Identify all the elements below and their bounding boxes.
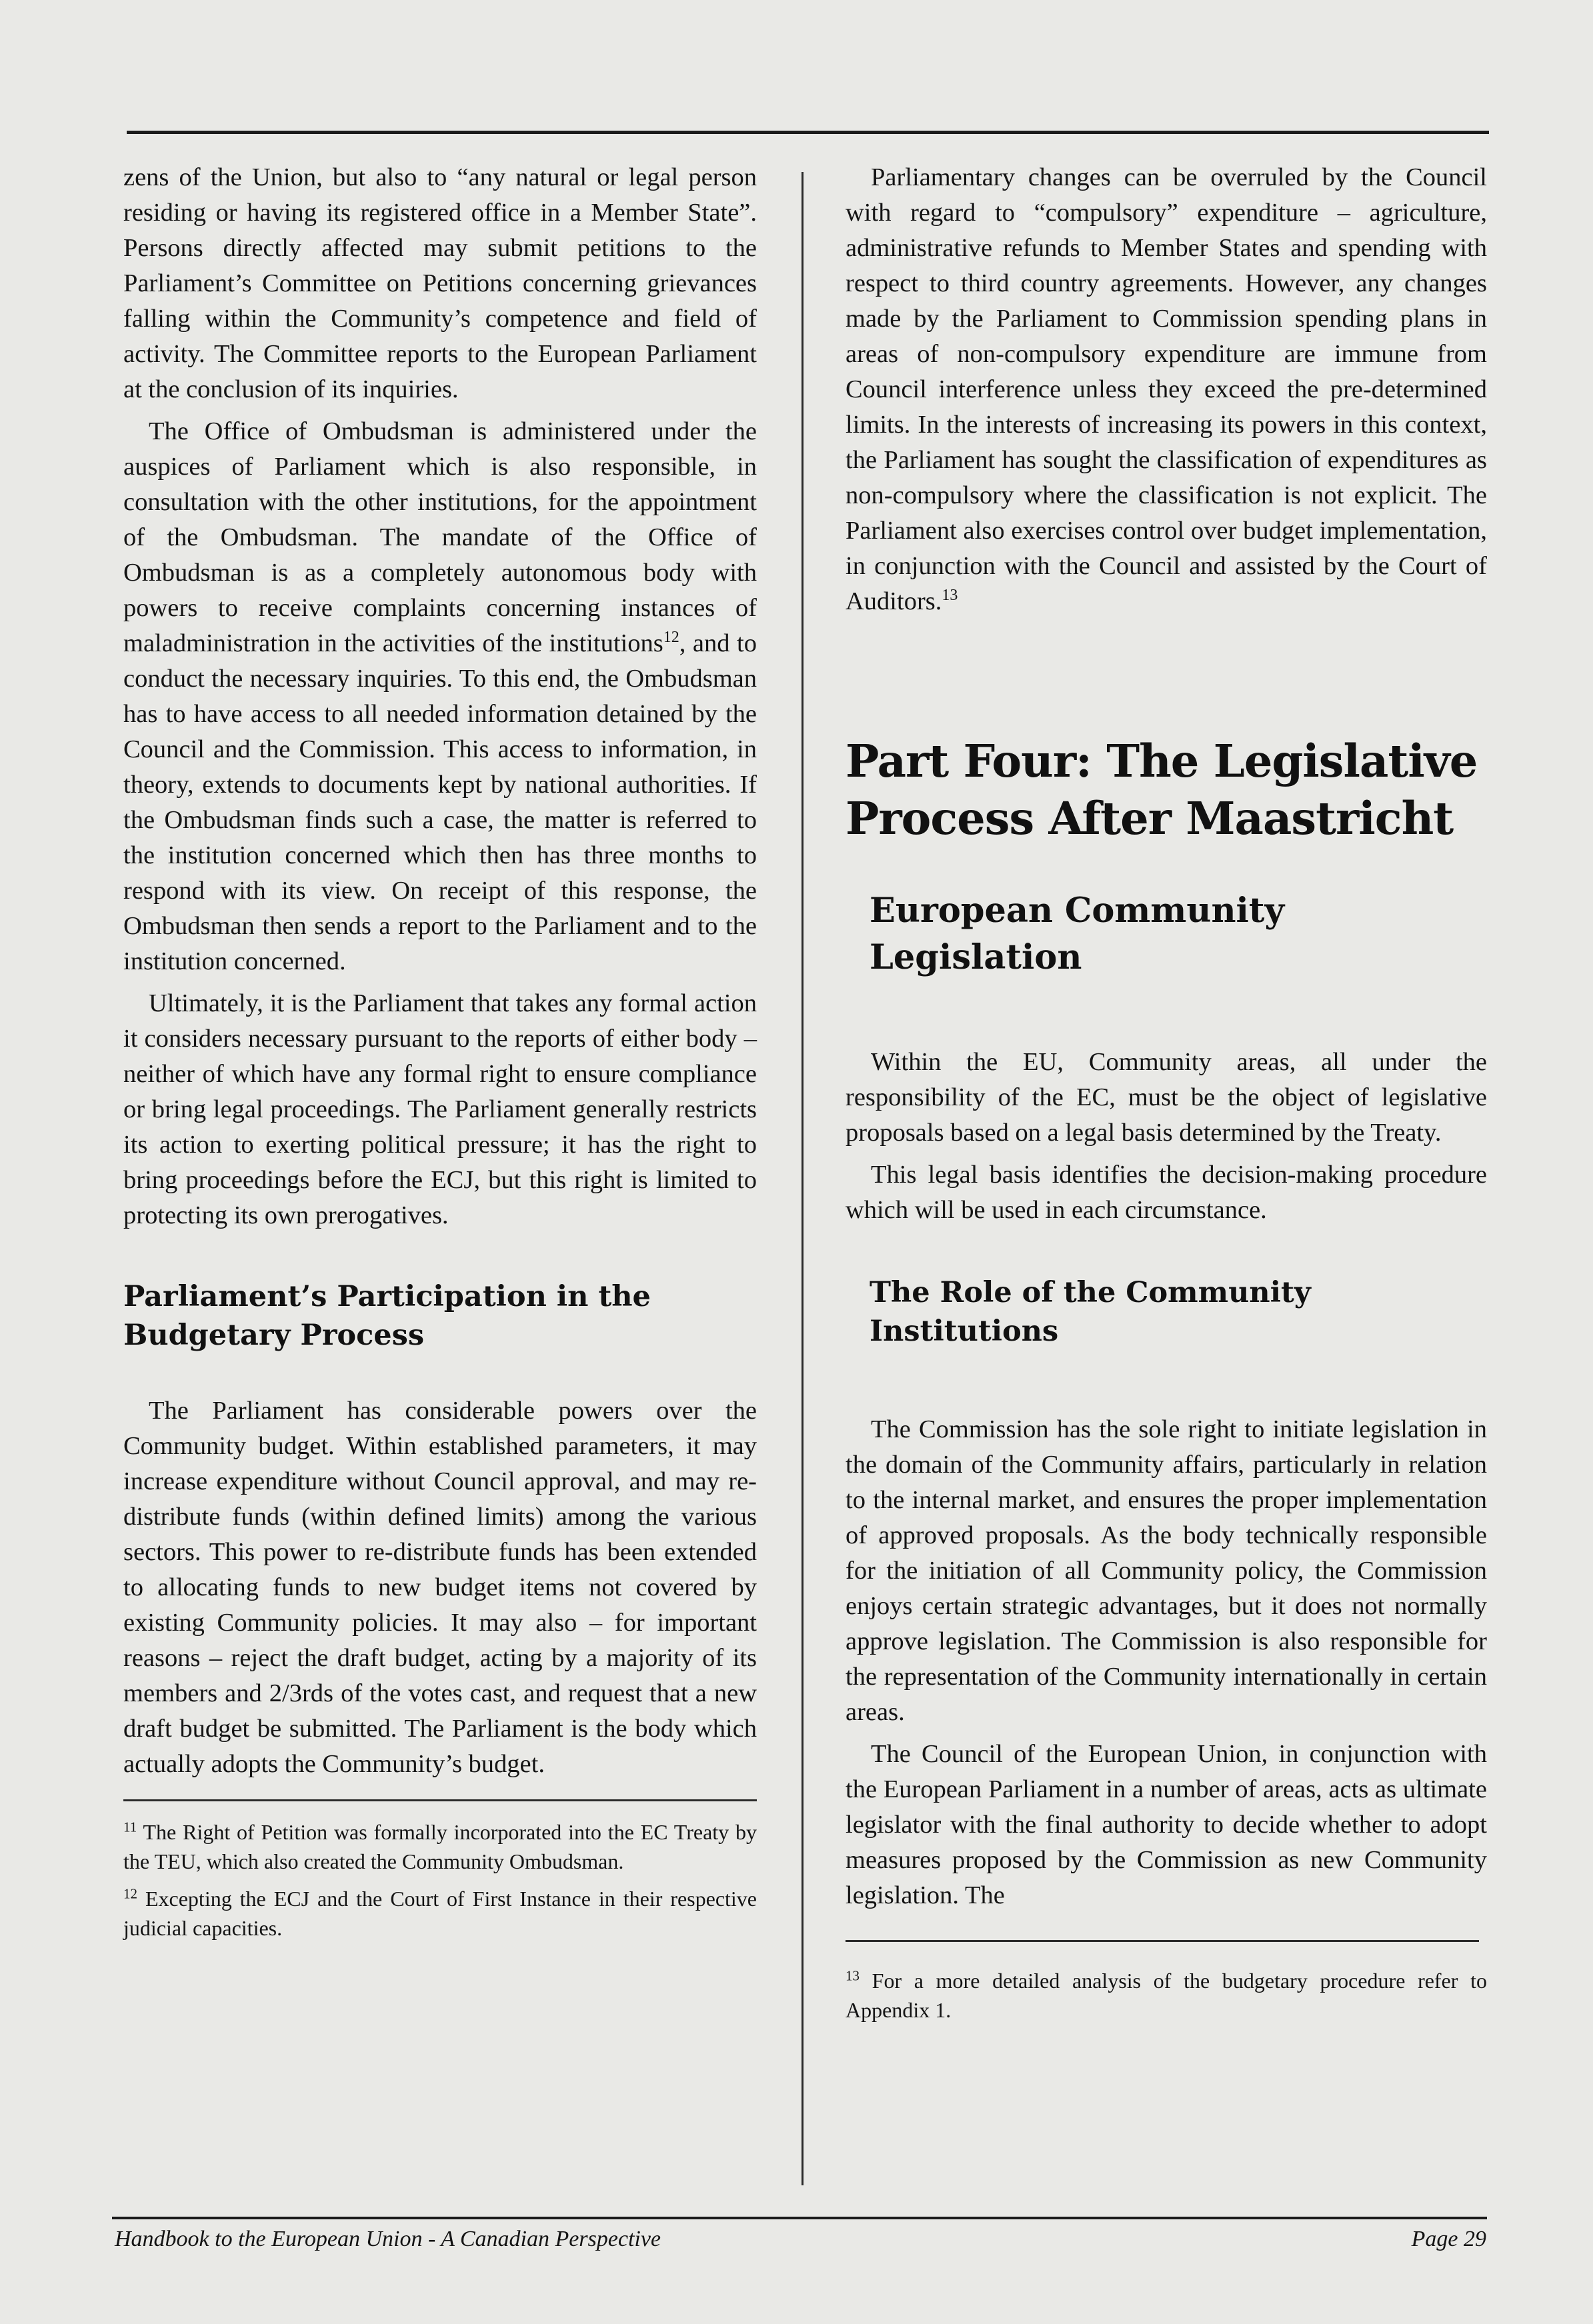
paragraph-ombudsman-text-a: The Office of Ombudsman is administered under the auspices of Parliament which is also responsible, in consultation with the other institutions, for the appointment of the Ombudsman. The mandate of the Office of Ombudsman is as a completely autonomous body with powers to receive complaints concerning instances of maladministration in the activities of the institutions (123, 417, 757, 657)
heading-role-institutions (870, 1273, 1487, 1351)
footnote-11-text: The Right of Petition was formally incorporated into the EC Treaty by the TEU, which also created the Community Ombudsman. (123, 1820, 757, 1873)
footnote-11 (123, 1817, 757, 1876)
right-column (846, 160, 1487, 2025)
paragraph-budget-continued-text: Parliamentary changes can be overruled by the Council with regard to “compulsory” expenditure – agriculture, administrative refunds to Member States and spending with respect to third country agreements. However, any changes made by the Parliament to Commission spending plans in areas of non-compulsory expenditure are immune from Council interference unless they exceed the pre-determined limits. In the interests of increasing its powers in this context, the Parliament has sought the classification of expenditures as non-compulsory where the classification is not explicit. The Parliament also exercises control over budget implementation, in conjunction with the Council and assisted by the Court of Auditors. (846, 163, 1487, 615)
column-divider (802, 172, 804, 2185)
footnote-11-number: 11 (123, 1819, 137, 1835)
left-column (123, 160, 757, 1943)
paragraph-council-role: The Council of the European Union, in conjunction with the European Parliament in a number of areas, acts as ultimate legislator with the final authority to decide whether to adopt measures proposed by the Commission as new Community legislation. The (846, 1740, 1487, 1909)
paragraph-ombudsman (123, 414, 757, 979)
paragraph-petitions: zens of the Union, but also to “any natural or legal person residing or having its registered office in a Member State”. Persons directly affected may submit petitions to the Parliament’s Committee on Petitions concerning grievances falling within the Community’s competence and field of activity. The Committee reports to the European Parliament at the conclusion of its inquiries. (123, 163, 757, 403)
paragraph-ombudsman-text-b: , and to conduct the necessary inquiries. To this end, the Ombudsman has to have access to all needed information detained by the Council and the Commission. This access to information, in theory, extends to documents kept by national authorities. If the Ombudsman finds such a case, the matter is referred to the institution concerned which then has three months to respond with its view. On receipt of this response, the Ombudsman then sends a report to the Parliament and to the institution concerned. (123, 629, 757, 975)
paragraph-budget-powers: The Parliament has considerable powers over the Community budget. Within established parameters, it may increase expenditure without Council approval, and may re-distribute funds (within defined limits) among the various sectors. This power to re-distribute funds has been extended to allocating funds to new budget items not covered by existing Community policies. It may also – for important reasons – reject the draft budget, acting by a majority of its members and 2/3rds of the votes cast, and request that a new draft budget be submitted. The Parliament is the body which actually adopts the Community’s budget. (123, 1397, 757, 1778)
part-four-heading-line-1: Part Four: The Legislative (846, 735, 1478, 787)
footnote-13-text: For a more detailed analysis of the budgetary procedure refer to Appendix 1. (846, 1969, 1488, 2022)
footnote-13 (846, 1966, 1487, 2025)
legislation-body (846, 1045, 1487, 1228)
header-rule (127, 131, 1489, 134)
heading-budgetary-process: Parliament’s Participation in the Budgetary Process (123, 1280, 651, 1352)
paragraph-commission-role: The Commission has the sole right to initiate legislation in the domain of the Community affairs, particularly in relation to the internal market, and ensures the proper implementation of approved proposals. As the body technically responsible for the initiation of all Community policy, the Commission enjoys certain strategic advantages, but it does not normally approve legislation. The Commission is also responsible for the representation of the Community internationally in certain areas. (846, 1415, 1487, 1726)
footnotes-left (123, 1817, 757, 1943)
heading-role-institutions-line-1: The Role of the Community (870, 1276, 1311, 1309)
heading-community-legislation (870, 887, 1487, 981)
heading-community-legislation-line-1: European Community (870, 891, 1285, 931)
footnote-rule-right (846, 1940, 1479, 1942)
page-number: Page 29 (1411, 2227, 1486, 2251)
heading-role-institutions-line-2: Institutions (870, 1315, 1059, 1348)
footnote-ref-13: 13 (942, 587, 958, 605)
footer-title: Handbook to the European Union - A Canadian Perspective (115, 2227, 661, 2251)
footnote-12-text: Excepting the ECJ and the Court of First Instance in their respective judicial capacities. (123, 1887, 757, 1940)
footnote-ref-12: 12 (663, 629, 679, 647)
part-four-heading (846, 733, 1487, 847)
heading-community-legislation-line-2: Legislation (870, 937, 1082, 977)
paragraph-budget-continued (846, 160, 1487, 619)
footnote-12-number: 12 (123, 1885, 137, 1902)
paragraph-legal-basis: This legal basis identifies the decision-making procedure which will be used in each circumstance. (846, 1161, 1487, 1224)
role-body (846, 1412, 1487, 1913)
paragraph-parliament-action: Ultimately, it is the Parliament that takes any formal action it considers necessary pursuant to the reports of either body – neither of which have any formal right to ensure compliance or bring legal proceedings. The Parliament generally restricts its action to exerting political pressure; it has the right to bring proceedings before the ECJ, but this right is limited to protecting its own prerogatives. (123, 989, 757, 1229)
part-four-heading-line-2: Process After Maastricht (846, 792, 1454, 845)
footer-rule (112, 2217, 1487, 2219)
footnote-12 (123, 1884, 757, 1943)
footnote-13-number: 13 (846, 1967, 860, 1984)
footnote-rule-left (123, 1799, 757, 1801)
paragraph-legislative-proposals: Within the EU, Community areas, all under the responsibility of the EC, must be the object of legislative proposals based on a legal basis determined by the Treaty. (846, 1048, 1487, 1147)
